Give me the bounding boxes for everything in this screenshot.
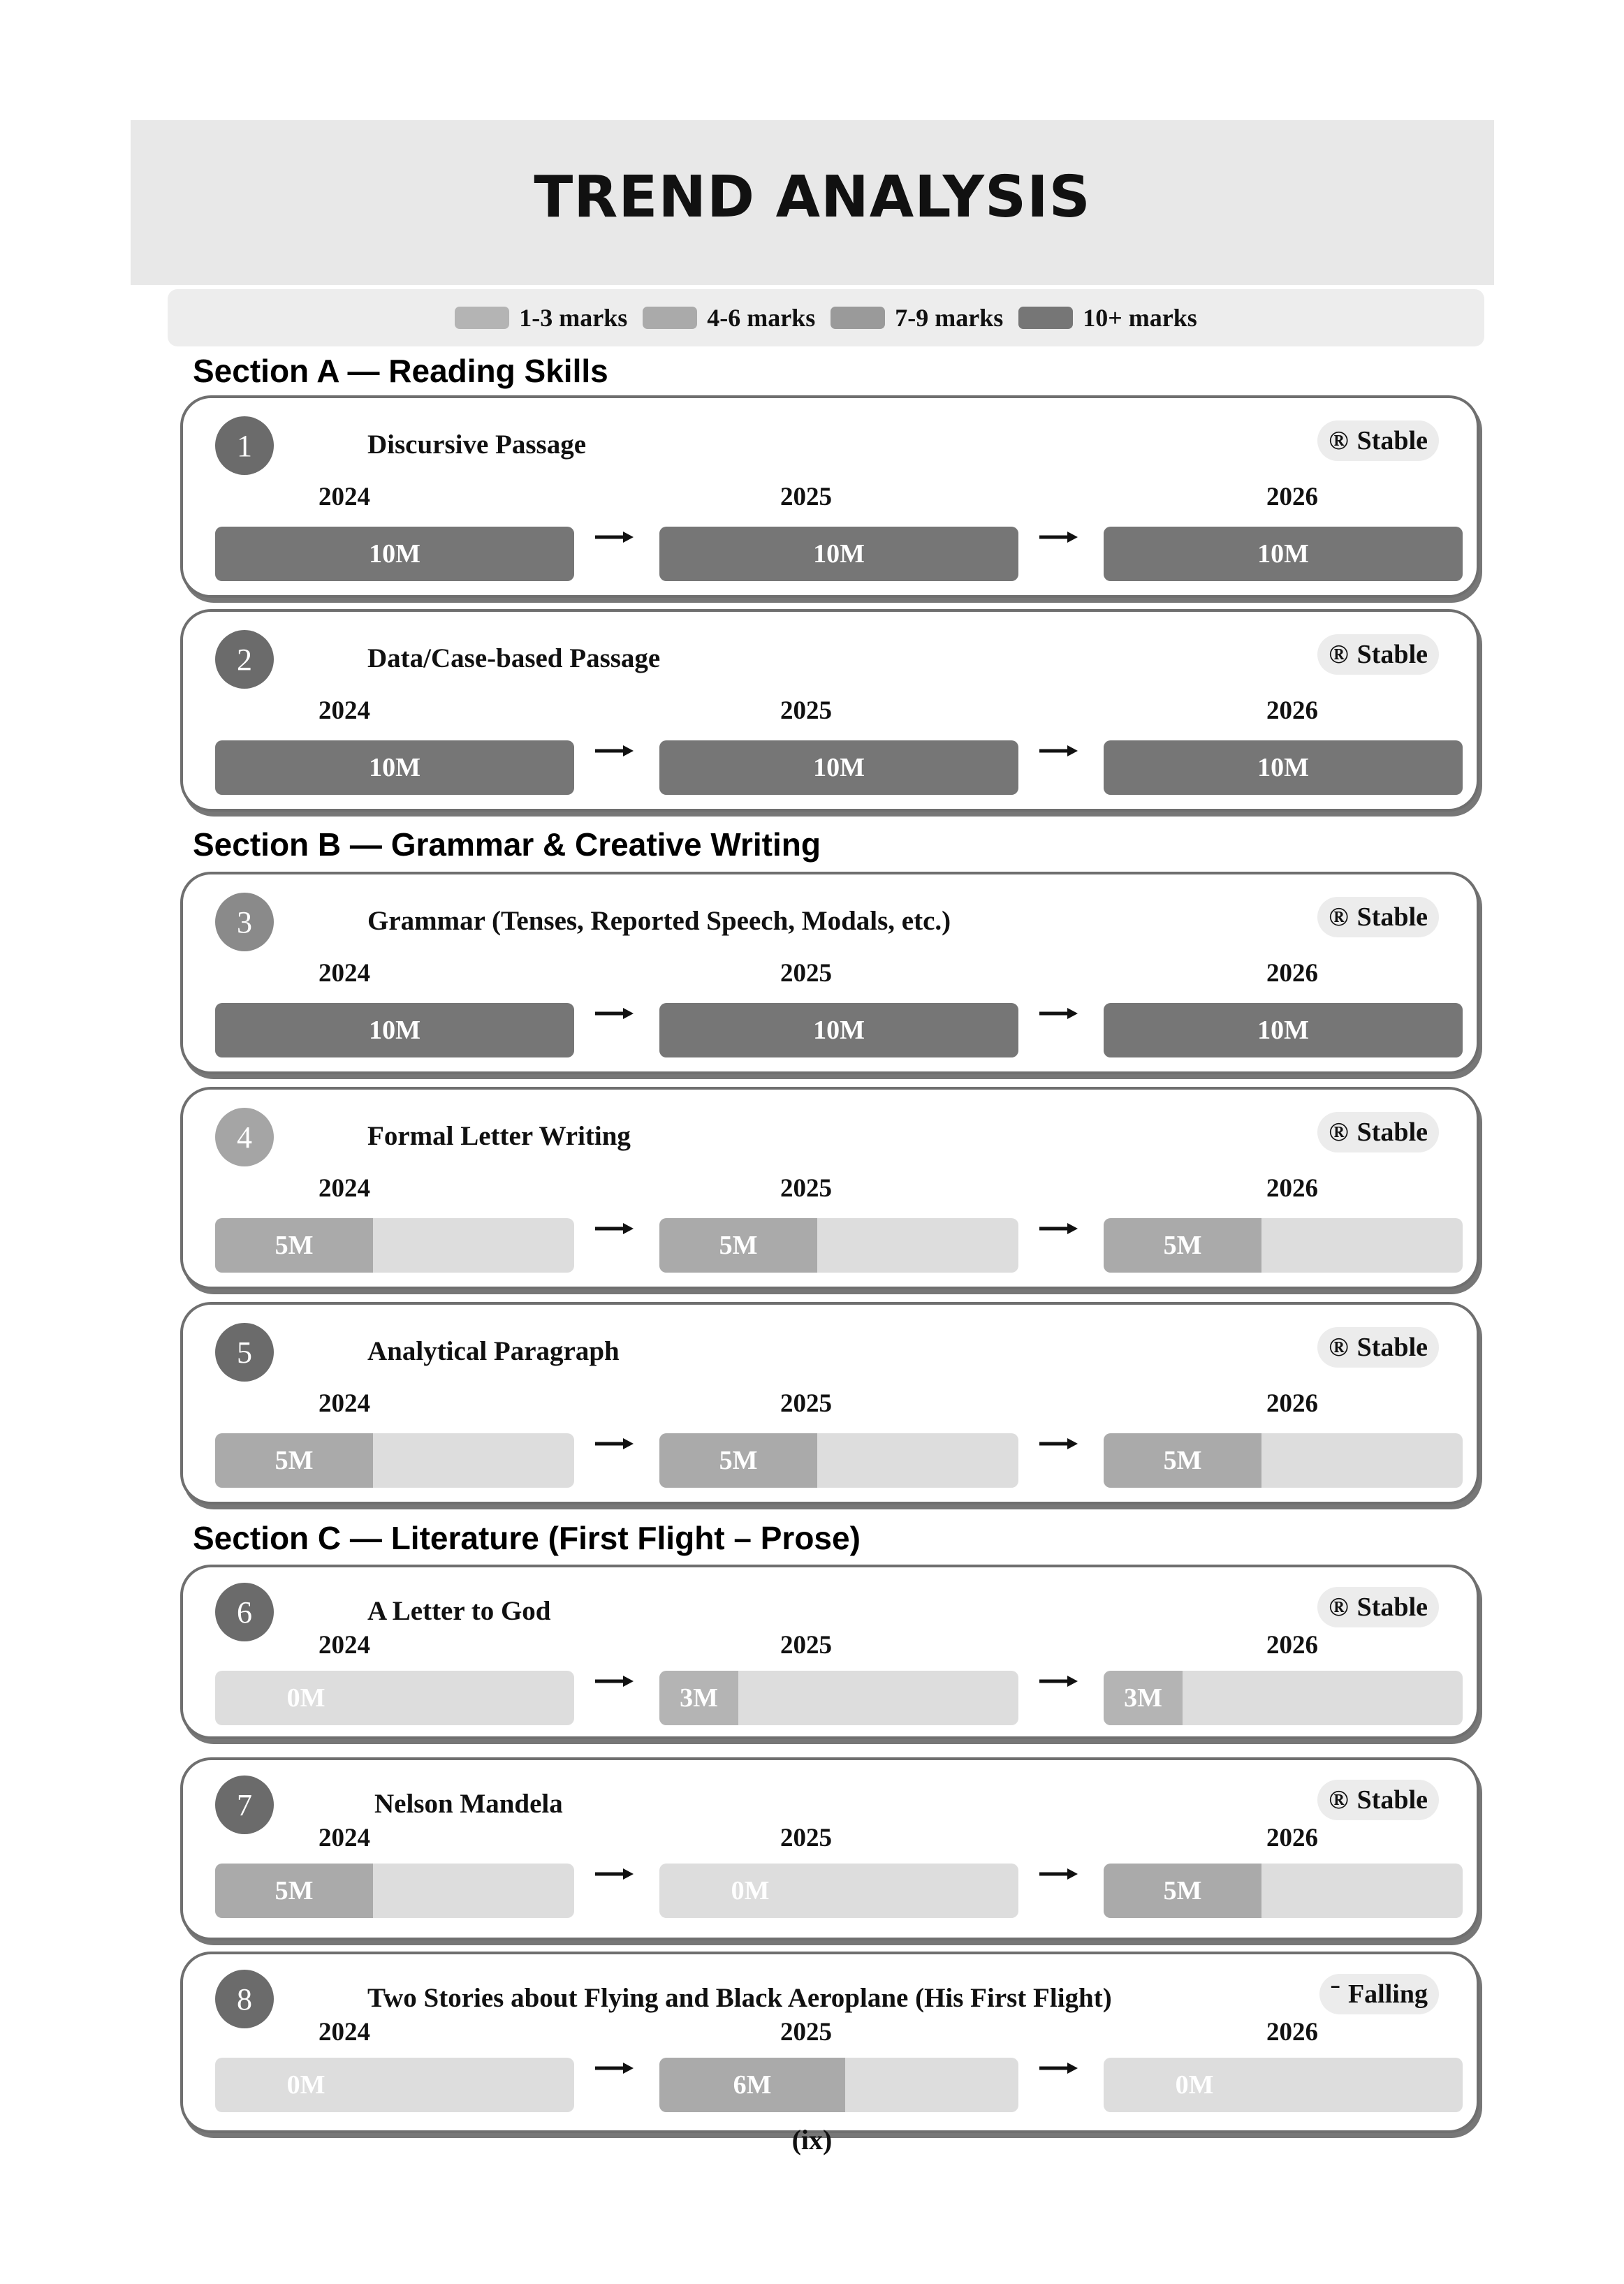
year-label: 2024: [319, 483, 370, 511]
year-label: 2025: [780, 696, 832, 725]
mark-bar: [1104, 740, 1463, 795]
trend-card-1: [180, 395, 1479, 598]
stable-icon: ®: [1329, 1785, 1349, 1815]
arrow-right-icon: [595, 530, 634, 544]
trend-card-4: [180, 1087, 1479, 1289]
year-label: 2025: [780, 2018, 832, 2047]
item-title: Analytical Paragraph: [367, 1336, 620, 1366]
mark-value: 10M: [1257, 753, 1309, 782]
arrow-right-icon: [595, 1674, 634, 1688]
mark-bar: [659, 1864, 1018, 1918]
section-heading-c: Section C — Literature (First Flight – Prose): [193, 1520, 861, 1556]
mark-value: 5M: [719, 1446, 758, 1475]
mark-value: 10M: [369, 1016, 420, 1045]
arrow-right-icon: [1039, 2061, 1078, 2075]
arrow-right-icon: [595, 1222, 634, 1236]
year-label: 2024: [319, 2018, 370, 2047]
mark-value: 3M: [680, 1683, 718, 1713]
year-label: 2024: [319, 959, 370, 988]
legend-item-4-6: [643, 303, 815, 332]
trend-label: Stable: [1356, 1785, 1428, 1815]
trend-label: Stable: [1356, 1118, 1428, 1147]
arrow-right-icon: [1039, 1437, 1078, 1451]
trend-badge: [1317, 1780, 1439, 1820]
mark-value: 10M: [369, 539, 420, 569]
item-number: 5: [215, 1323, 274, 1382]
trend-badge: [1317, 634, 1439, 675]
mark-value: 10M: [813, 1016, 865, 1045]
mark-value: 5M: [275, 1231, 314, 1260]
mark-bar: [659, 1218, 1018, 1273]
mark-bar: [1104, 1218, 1463, 1273]
trend-label: Stable: [1356, 1333, 1428, 1362]
legend-label: 4-6 marks: [707, 304, 816, 332]
stable-icon: ®: [1329, 1333, 1349, 1362]
year-label: 2026: [1266, 483, 1318, 511]
mark-value: 6M: [733, 2070, 772, 2100]
arrow-right-icon: [1039, 530, 1078, 544]
item-title: Two Stories about Flying and Black Aeroplane (His First Flight): [367, 1983, 1112, 2013]
mark-value: 0M: [731, 1876, 770, 1905]
item-title: Data/Case-based Passage: [367, 643, 661, 673]
trend-label: Stable: [1356, 1593, 1428, 1622]
item-number: 4: [215, 1108, 274, 1166]
mark-value: 5M: [275, 1876, 314, 1905]
arrow-right-icon: [595, 2061, 634, 2075]
trend-label: Stable: [1356, 640, 1428, 669]
mark-value: 10M: [1257, 539, 1309, 569]
trend-card-5: [180, 1302, 1479, 1505]
item-number: 7: [215, 1776, 274, 1834]
year-label: 2026: [1266, 696, 1318, 725]
trend-label: Stable: [1356, 902, 1428, 932]
section-heading-b: Section B — Grammar & Creative Writing: [193, 826, 821, 863]
mark-bar: [659, 1671, 1018, 1725]
arrow-right-icon: [1039, 1674, 1078, 1688]
mark-bar: [215, 2058, 574, 2112]
legend: [168, 289, 1484, 346]
legend-label: 1-3 marks: [519, 304, 628, 332]
trend-card-3: [180, 872, 1479, 1074]
stable-icon: ®: [1329, 1118, 1349, 1147]
mark-bar: [1104, 1671, 1463, 1725]
arrow-right-icon: [595, 1867, 634, 1881]
year-label: 2026: [1266, 1389, 1318, 1418]
stable-icon: ®: [1329, 640, 1349, 669]
mark-bar: [1104, 527, 1463, 581]
mark-value: 10M: [813, 753, 865, 782]
arrow-right-icon: [1039, 744, 1078, 758]
mark-value: 0M: [1175, 2070, 1214, 2100]
legend-swatch: [643, 307, 697, 329]
year-label: 2025: [780, 1824, 832, 1852]
mark-value: 5M: [1163, 1446, 1202, 1475]
mark-bar: [659, 740, 1018, 795]
year-label: 2024: [319, 1631, 370, 1660]
item-number: 8: [215, 1970, 274, 2028]
year-label: 2025: [780, 1389, 832, 1418]
year-label: 2024: [319, 1389, 370, 1418]
stable-icon: ®: [1329, 902, 1349, 932]
item-number: 2: [215, 630, 274, 689]
mark-bar: [1104, 1433, 1463, 1488]
year-label: 2025: [780, 1174, 832, 1203]
item-title: Grammar (Tenses, Reported Speech, Modals, etc.): [367, 906, 951, 936]
trend-badge: [1319, 1974, 1439, 2014]
mark-bar: [215, 740, 574, 795]
legend-swatch: [1018, 307, 1073, 329]
arrow-right-icon: [595, 1006, 634, 1020]
item-number: 6: [215, 1583, 274, 1641]
mark-value: 0M: [286, 2070, 325, 2100]
mark-bar: [1104, 1864, 1463, 1918]
mark-bar: [215, 1671, 574, 1725]
trend-badge: [1317, 1587, 1439, 1627]
item-title: Nelson Mandela: [374, 1789, 563, 1819]
mark-bar: [659, 527, 1018, 581]
trend-badge: [1317, 420, 1439, 461]
item-title: A Letter to God: [367, 1596, 551, 1626]
stable-icon: ®: [1329, 426, 1349, 455]
legend-item-7-9: [831, 303, 1003, 332]
arrow-right-icon: [1039, 1006, 1078, 1020]
page-title: TREND ANALYSIS: [534, 164, 1091, 230]
legend-item-10-plus: [1018, 303, 1197, 332]
trend-badge: [1317, 897, 1439, 937]
mark-bar: [215, 1433, 574, 1488]
year-label: 2025: [780, 1631, 832, 1660]
arrow-right-icon: [1039, 1867, 1078, 1881]
mark-value: 3M: [1124, 1683, 1162, 1713]
stable-icon: ˉ: [1331, 1979, 1340, 2009]
legend-label: 10+ marks: [1083, 304, 1197, 332]
item-title: Discursive Passage: [367, 430, 587, 460]
trend-card-7: [180, 1757, 1479, 1940]
mark-value: 5M: [719, 1231, 758, 1260]
mark-value: 10M: [1257, 1016, 1309, 1045]
mark-value: 5M: [1163, 1876, 1202, 1905]
item-title: Formal Letter Writing: [367, 1121, 631, 1151]
year-label: 2026: [1266, 1174, 1318, 1203]
year-label: 2026: [1266, 1631, 1318, 1660]
mark-value: 5M: [275, 1446, 314, 1475]
mark-bar: [215, 1218, 574, 1273]
item-number: 3: [215, 893, 274, 951]
stable-icon: ®: [1329, 1593, 1349, 1622]
year-label: 2024: [319, 1824, 370, 1852]
legend-swatch: [455, 307, 509, 329]
mark-bar: [659, 1433, 1018, 1488]
year-label: 2026: [1266, 2018, 1318, 2047]
mark-bar: [659, 2058, 1018, 2112]
legend-label: 7-9 marks: [895, 304, 1004, 332]
mark-bar: [1104, 2058, 1463, 2112]
mark-bar: [215, 1864, 574, 1918]
mark-value: 5M: [1163, 1231, 1202, 1260]
year-label: 2026: [1266, 1824, 1318, 1852]
mark-value: 10M: [813, 539, 865, 569]
trend-badge: [1317, 1327, 1439, 1368]
mark-bar: [215, 527, 574, 581]
mark-value: 10M: [369, 753, 420, 782]
arrow-right-icon: [595, 1437, 634, 1451]
page-number: (ix): [791, 2124, 833, 2155]
mark-bar: [215, 1003, 574, 1057]
trend-label: Falling: [1347, 1979, 1428, 2009]
mark-bar: [659, 1003, 1018, 1057]
arrow-right-icon: [1039, 1222, 1078, 1236]
trend-card-8: [180, 1952, 1479, 2133]
mark-bar: [1104, 1003, 1463, 1057]
legend-item-1-3: [455, 303, 627, 332]
arrow-right-icon: [595, 744, 634, 758]
year-label: 2024: [319, 696, 370, 725]
item-number: 1: [215, 416, 274, 475]
trend-card-6: [180, 1565, 1479, 1739]
mark-value: 0M: [286, 1683, 325, 1713]
trend-badge: [1317, 1112, 1439, 1152]
trend-card-2: [180, 609, 1479, 812]
section-heading-a: Section A — Reading Skills: [193, 353, 608, 389]
year-label: 2025: [780, 483, 832, 511]
year-label: 2026: [1266, 959, 1318, 988]
year-label: 2025: [780, 959, 832, 988]
trend-label: Stable: [1356, 426, 1428, 455]
legend-swatch: [831, 307, 885, 329]
year-label: 2024: [319, 1174, 370, 1203]
